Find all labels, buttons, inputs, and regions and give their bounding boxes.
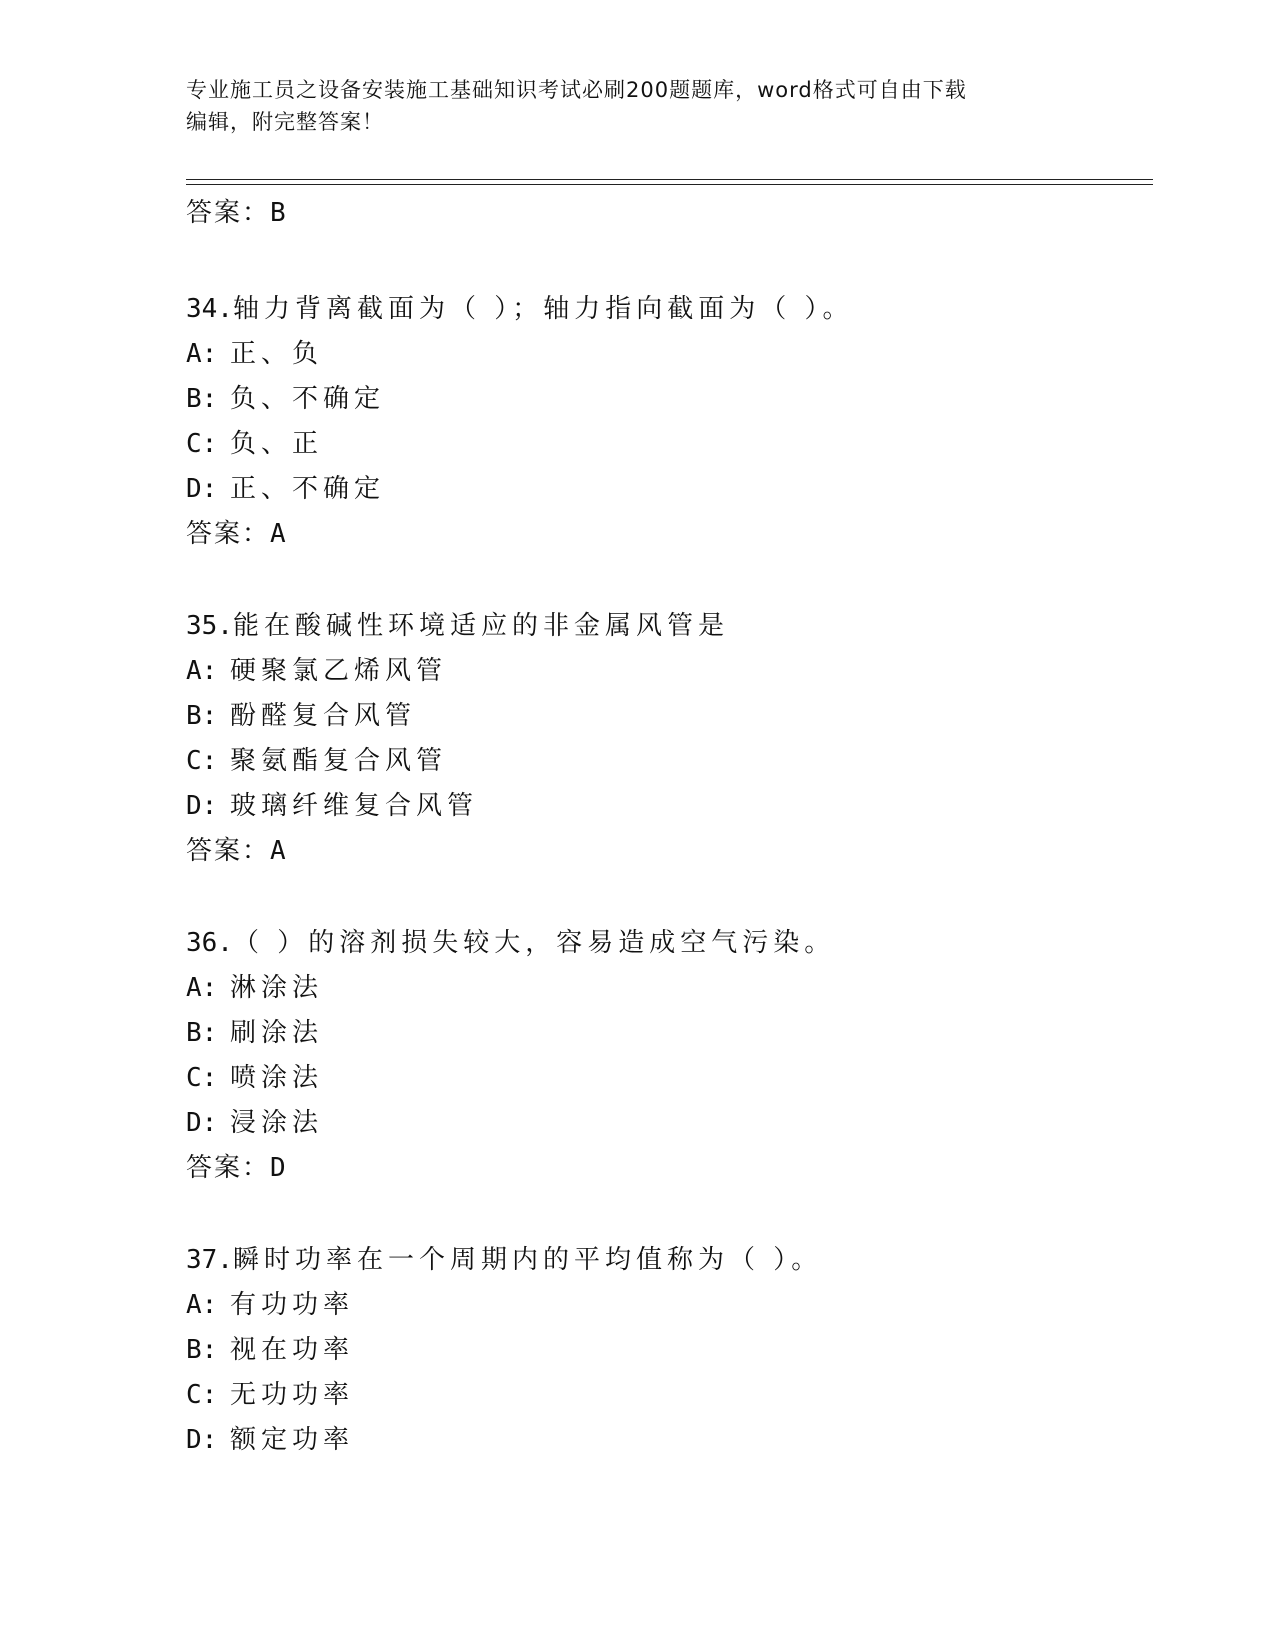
question-text: 瞬时功率在一个周期内的平均值称为（ ）。	[232, 1245, 823, 1275]
question-text: 能在酸碱性环境适应的非金属风管是	[232, 611, 729, 641]
option-key: D:	[186, 791, 218, 821]
header-divider-top	[186, 179, 1153, 180]
option-key: A:	[186, 973, 218, 1003]
answer-value: A	[270, 519, 288, 549]
option-35-a	[186, 650, 447, 687]
option-36-a	[186, 967, 323, 1004]
answer-value: B	[270, 198, 288, 228]
answer-label: 答案：	[186, 836, 271, 866]
answer-value: A	[270, 836, 288, 866]
option-text: 无功功率	[230, 1380, 355, 1410]
option-key: B:	[186, 701, 218, 731]
option-text: 有功功率	[230, 1290, 355, 1320]
option-36-b	[186, 1012, 323, 1049]
header-line-2: 编辑，附完整答案！	[186, 110, 384, 134]
option-text: 聚氨酯复合风管	[230, 746, 448, 776]
option-key: B:	[186, 1335, 218, 1365]
option-key: D:	[186, 1108, 218, 1138]
option-text: 浸涂法	[230, 1108, 324, 1138]
option-34-b	[186, 378, 385, 415]
option-34-d	[186, 468, 385, 505]
question-number: 36.	[186, 928, 233, 958]
option-text: 玻璃纤维复合风管	[230, 791, 479, 821]
option-text: 视在功率	[230, 1335, 355, 1365]
option-34-a	[186, 333, 323, 370]
option-key: A:	[186, 656, 218, 686]
option-37-c	[186, 1374, 354, 1411]
header-line-1: 专业施工员之设备安装施工基础知识考试必刷200题题库，word格式可自由下载	[186, 78, 967, 102]
option-text: 硬聚氯乙烯风管	[230, 656, 448, 686]
answer-line-35	[186, 830, 288, 867]
question-text: （ ）的溶剂损失较大，容易造成空气污染。	[232, 928, 836, 958]
answer-label: 答案：	[186, 1153, 271, 1183]
document-header	[186, 74, 1066, 138]
question-number: 35.	[186, 611, 233, 641]
option-text: 酚醛复合风管	[230, 701, 417, 731]
option-key: C:	[186, 746, 218, 776]
answer-label: 答案：	[186, 198, 271, 228]
answer-line-36	[186, 1147, 288, 1184]
option-36-c	[186, 1057, 323, 1094]
option-key: B:	[186, 1018, 218, 1048]
option-key: D:	[186, 1425, 218, 1455]
question-text: 轴力背离截面为（ ）；轴力指向截面为（ ）。	[232, 294, 854, 324]
question-34	[186, 288, 854, 325]
answer-line-34	[186, 513, 288, 550]
option-35-b	[186, 695, 416, 732]
option-36-d	[186, 1102, 323, 1139]
question-37	[186, 1239, 822, 1276]
option-key: D:	[186, 474, 218, 504]
option-text: 正、不确定	[230, 474, 386, 504]
option-key: C:	[186, 1380, 218, 1410]
option-key: B:	[186, 384, 218, 414]
option-34-c	[186, 423, 323, 460]
question-35	[186, 605, 729, 642]
option-37-b	[186, 1329, 354, 1366]
option-text: 淋涂法	[230, 973, 324, 1003]
option-text: 负、不确定	[230, 384, 386, 414]
option-key: A:	[186, 339, 218, 369]
option-37-d	[186, 1419, 354, 1456]
option-text: 刷涂法	[230, 1018, 324, 1048]
question-number: 37.	[186, 1245, 233, 1275]
answer-line-33	[186, 192, 288, 229]
question-number: 34.	[186, 294, 233, 324]
answer-label: 答案：	[186, 519, 271, 549]
header-divider-bottom	[186, 184, 1153, 185]
option-text: 负、正	[230, 429, 324, 459]
option-text: 正、负	[230, 339, 324, 369]
option-key: A:	[186, 1290, 218, 1320]
option-key: C:	[186, 429, 218, 459]
option-key: C:	[186, 1063, 218, 1093]
answer-value: D	[270, 1153, 288, 1183]
option-35-d	[186, 785, 478, 822]
question-36	[186, 922, 835, 959]
option-text: 喷涂法	[230, 1063, 324, 1093]
option-37-a	[186, 1284, 354, 1321]
option-35-c	[186, 740, 447, 777]
option-text: 额定功率	[230, 1425, 355, 1455]
